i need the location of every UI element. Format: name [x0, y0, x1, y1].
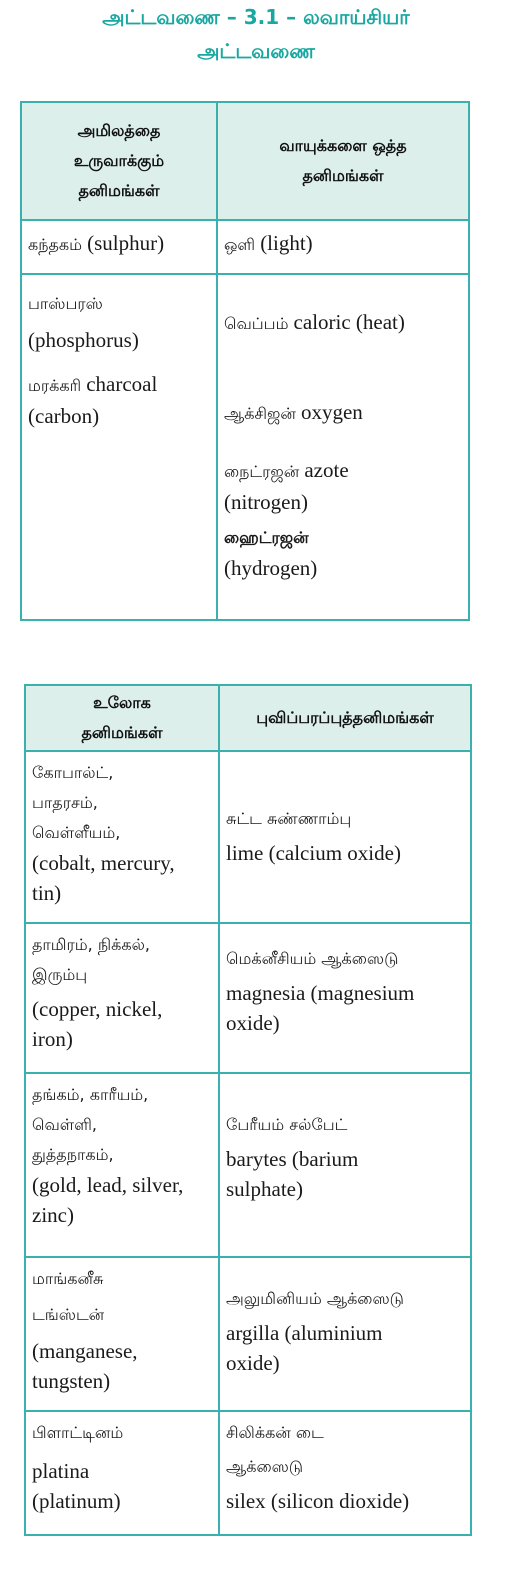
cell-text-ta: தங்கம், காரீயம்,: [32, 1085, 149, 1104]
table-header-row: [21, 102, 469, 220]
table-cell: [219, 1257, 471, 1411]
cell-text-ta: ஆக்சிஜன்: [224, 404, 296, 423]
cell-text-ta: வெள்ளி,: [32, 1115, 97, 1134]
header-line: அமிலத்தை: [77, 121, 161, 140]
cell-text-ta: பிளாட்டினம்: [32, 1423, 124, 1442]
cell-text-ta: வெள்ளீயம்,: [32, 823, 121, 842]
header-line: உலோக: [93, 693, 151, 712]
cell-text-en: (carbon): [28, 404, 100, 428]
cell-text-ta: கோபால்ட்,: [32, 763, 114, 782]
table-cell: [219, 751, 471, 923]
table-cell: [21, 220, 217, 274]
header-metallic-elements: [25, 685, 219, 751]
title-line-1: அட்டவணை – 3.1 – லவாய்சியர்: [102, 5, 410, 29]
cell-text-en: (nitrogen): [224, 490, 308, 514]
cell-text-en: (sulphur): [87, 231, 165, 255]
table-cell: [25, 1411, 219, 1535]
cell-text-en: (hydrogen): [224, 556, 318, 580]
cell-text-en: barytes (barium: [226, 1147, 359, 1171]
cell-text-en: iron): [32, 1027, 73, 1051]
cell-text-ta: ஆக்ஸைடு: [226, 1457, 304, 1476]
cell-text-en: platina: [32, 1459, 90, 1483]
header-earthy-elements: [219, 685, 471, 751]
table-row: [25, 1073, 471, 1257]
cell-text-en: oxide): [226, 1351, 280, 1375]
table-cell: [217, 274, 469, 620]
cell-text-en: azote: [304, 458, 349, 482]
header-gas-like-elements: [217, 102, 469, 220]
table-row: [25, 1257, 471, 1411]
cell-text-ta: சிலிக்கன் டை: [226, 1423, 324, 1442]
table-row: [25, 1411, 471, 1535]
cell-text-ta: பாஸ்பரஸ்: [28, 294, 103, 313]
cell-text-en: (platinum): [32, 1489, 121, 1513]
header-acid-forming-elements: [21, 102, 217, 220]
cell-text-ta: டங்ஸ்டன்: [32, 1305, 105, 1324]
table-cell: [21, 274, 217, 620]
cell-text-en: magnesia (magnesium: [226, 981, 415, 1005]
cell-text-ta: ஹைட்ரஜன்: [224, 528, 309, 547]
cell-text-en: (cobalt, mercury,: [32, 851, 175, 875]
cell-text-ta: கந்தகம்: [28, 235, 83, 254]
table-cell: [217, 220, 469, 274]
table-row: [25, 923, 471, 1073]
cell-text-en: lime (calcium oxide): [226, 841, 401, 865]
cell-text-en: (gold, lead, silver,: [32, 1173, 184, 1197]
cell-text-en: charcoal: [86, 372, 158, 396]
header-line: வாயுக்களை ஒத்த: [279, 136, 407, 155]
cell-text-en: argilla (aluminium: [226, 1321, 383, 1345]
table-cell: [219, 923, 471, 1073]
cell-text-ta: பேரீயம் சல்பேட்: [226, 1115, 348, 1134]
cell-text-ta: ஒளி: [224, 235, 256, 254]
cell-text-ta: தாமிரம், நிக்கல்,: [32, 935, 150, 954]
cell-text-ta: துத்தநாகம்,: [32, 1145, 114, 1164]
cell-text-en: (manganese,: [32, 1339, 138, 1363]
header-line: உருவாக்கும்: [73, 151, 165, 170]
cell-text-en: (copper, nickel,: [32, 997, 163, 1021]
cell-text-ta: மாங்கனீசு: [32, 1269, 104, 1288]
page-title: [0, 0, 512, 68]
cell-text-en: silex (silicon dioxide): [226, 1489, 410, 1513]
table-cell: [25, 1073, 219, 1257]
table-cell: [219, 1411, 471, 1535]
cell-text-ta: வெப்பம்: [224, 314, 289, 333]
cell-text-en: caloric (heat): [293, 310, 405, 334]
cell-text-ta: சுட்ட சுண்ணாம்பு: [226, 809, 352, 828]
table-cell: [25, 1257, 219, 1411]
cell-text-en: zinc): [32, 1203, 74, 1227]
header-line: தனிமங்கள்: [81, 723, 163, 742]
cell-text-en: (light): [260, 231, 313, 255]
cell-text-en: tin): [32, 881, 62, 905]
cell-text-ta: மரக்கரி: [28, 376, 82, 395]
title-line-2: அட்டவணை: [197, 39, 315, 63]
table-row: [25, 751, 471, 923]
cell-text-ta: இரும்பு: [32, 965, 88, 984]
header-line: தனிமங்கள்: [302, 166, 384, 185]
lavoisier-table-1: [20, 101, 470, 621]
table-row: [21, 274, 469, 620]
table-cell: [25, 923, 219, 1073]
lavoisier-table-2: [24, 684, 472, 1536]
cell-text-ta: பாதரசம்,: [32, 793, 98, 812]
table-row: [21, 220, 469, 274]
cell-text-ta: அலுமினியம் ஆக்ஸைடு: [226, 1289, 404, 1308]
table-cell: [219, 1073, 471, 1257]
cell-text-en: tungsten): [32, 1369, 111, 1393]
cell-text-en: oxygen: [300, 400, 363, 424]
cell-text-ta: மெக்னீசியம் ஆக்ஸைடு: [226, 949, 399, 968]
table-cell: [25, 751, 219, 923]
cell-text-ta: நைட்ரஜன்: [224, 462, 300, 481]
cell-text-en: (phosphorus): [28, 328, 139, 352]
header-line: புவிப்பரப்புத்தனிமங்கள்: [256, 708, 434, 727]
cell-text-en: oxide): [226, 1011, 280, 1035]
header-line: தனிமங்கள்: [78, 181, 160, 200]
table-header-row: [25, 685, 471, 751]
cell-text-en: sulphate): [226, 1177, 303, 1201]
